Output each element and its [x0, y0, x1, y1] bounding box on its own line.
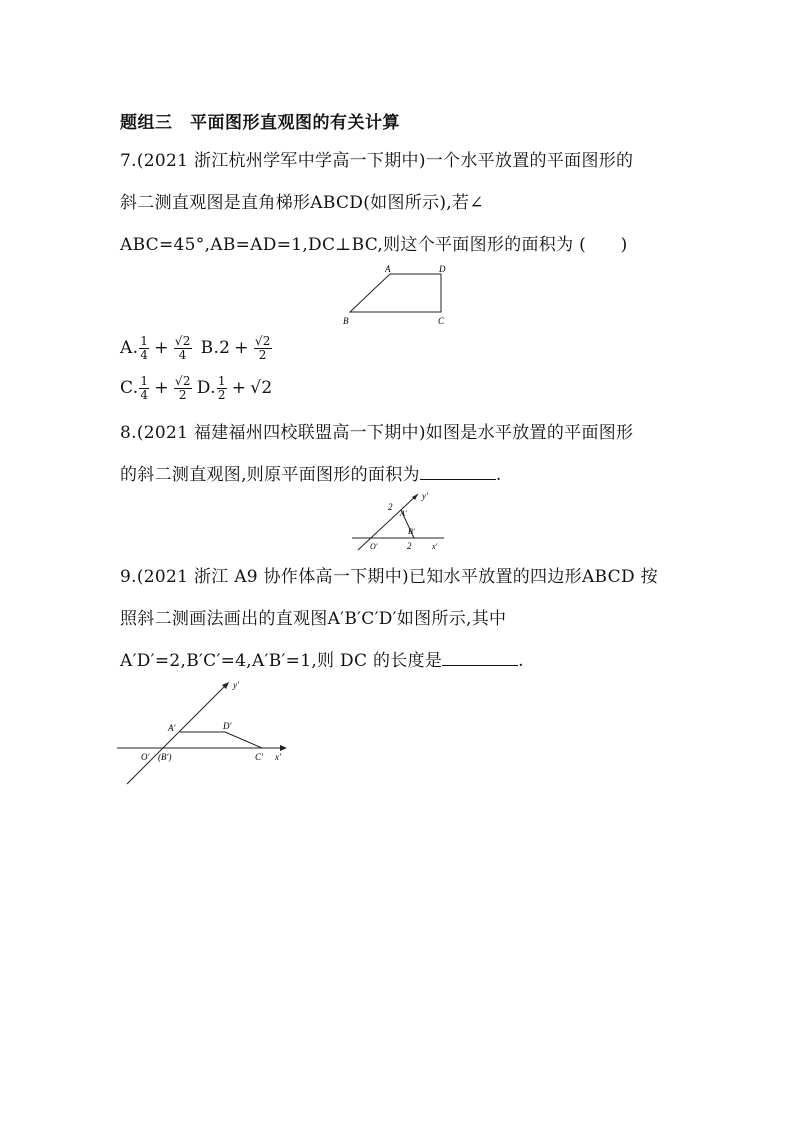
- q9-line3-end: .: [518, 651, 524, 671]
- q7-fig-label-d: D: [439, 264, 446, 274]
- q8-fig-label-o: O′: [370, 542, 378, 551]
- plus-sign: +: [154, 378, 169, 398]
- q7-option-c-frac1: [139, 375, 149, 402]
- frac-den: 2: [217, 387, 226, 402]
- q8-line2-end: .: [495, 465, 502, 485]
- plus-sign: +: [154, 338, 169, 358]
- q9-fig-label-x: x′: [275, 752, 281, 762]
- frac-num: 1: [140, 373, 149, 388]
- frac-den: 4: [140, 347, 149, 362]
- q7-option-c-label: C.: [120, 378, 139, 398]
- frac-den: 4: [178, 347, 187, 362]
- q7-option-d-sqrt: √2: [250, 378, 273, 398]
- frac-num: √2: [174, 333, 191, 348]
- q8-fig-label-y: y′: [422, 491, 428, 501]
- frac-den: 2: [258, 347, 267, 362]
- q9-figure: [115, 674, 295, 788]
- q7-fig-label-a: A: [385, 264, 391, 274]
- q7-option-a-frac2: [174, 335, 192, 362]
- q7-fig-label-c: C: [438, 316, 445, 326]
- q8-fig-label-a: A′: [400, 509, 407, 518]
- q9-fig-label-y: y′: [233, 680, 239, 690]
- frac-num: √2: [174, 373, 191, 388]
- q8-fig-label-two-a: 2: [388, 502, 393, 512]
- q7-line3: ABC=45°,AB=AD=1,DC⊥BC,则这个平面图形的面积为 ( ): [120, 235, 628, 255]
- q8-fig-label-b: B′: [408, 527, 415, 536]
- q7-option-a-label: A.: [120, 338, 139, 358]
- frac-num: 1: [217, 373, 226, 388]
- q7-option-b-frac: [254, 335, 272, 362]
- q7-trapezoid-figure: [335, 260, 455, 328]
- q7-line1: 7.(2021 浙江杭州学军中学高一下期中)一个水平放置的平面图形的: [120, 151, 634, 171]
- q8-line2-text: 的斜二测直观图,则原平面图形的面积为: [120, 465, 420, 485]
- q8-line2: [120, 464, 502, 486]
- q7-options-row2: [120, 374, 273, 402]
- frac-den: 2: [178, 387, 187, 402]
- q7-options-row1: [120, 334, 273, 362]
- q7-option-d-frac: [217, 375, 227, 402]
- q9-line3-text: A′D′=2,B′C′=4,A′B′=1,则 DC 的长度是: [120, 651, 443, 671]
- q9-fig-label-c: C′: [255, 752, 263, 762]
- q8-fig-label-two-b: 2: [407, 541, 412, 551]
- q9-line3: [120, 650, 524, 672]
- q8-answer-blank[interactable]: [420, 465, 496, 480]
- q9-fig-label-a: A′: [168, 723, 176, 733]
- section-title: 题组三 平面图形直观图的有关计算: [120, 113, 400, 133]
- q9-answer-blank[interactable]: [442, 651, 518, 666]
- q7-option-c-frac2: [174, 375, 192, 402]
- q7-line2: 斜二测直观图是直角梯形ABCD(如图所示),若∠: [120, 193, 484, 213]
- q8-figure: [350, 488, 450, 554]
- q9-fig-label-b: (B′): [158, 752, 172, 762]
- q7-option-d-label: D.: [196, 378, 216, 398]
- q8-line1: 8.(2021 福建福州四校联盟高一下期中)如图是水平放置的平面图形: [120, 423, 634, 443]
- q9-line2: 照斜二测画法画出的直观图A′B′C′D′如图所示,其中: [120, 609, 507, 629]
- q7-option-a-frac1: [139, 335, 149, 362]
- frac-num: 1: [140, 333, 149, 348]
- q7-fig-label-b: B: [343, 316, 349, 326]
- plus-sign: +: [234, 338, 249, 358]
- q7-option-b-label: B.2: [200, 338, 231, 358]
- q9-fig-label-o: O′: [141, 752, 150, 762]
- q9-fig-label-d: D′: [223, 721, 232, 731]
- q9-line1: 9.(2021 浙江 A9 协作体高一下期中)已知水平放置的四边形ABCD 按: [120, 567, 658, 587]
- frac-num: √2: [254, 333, 271, 348]
- frac-den: 4: [140, 387, 149, 402]
- plus-sign: +: [231, 378, 247, 398]
- q8-fig-label-x: x′: [432, 542, 438, 551]
